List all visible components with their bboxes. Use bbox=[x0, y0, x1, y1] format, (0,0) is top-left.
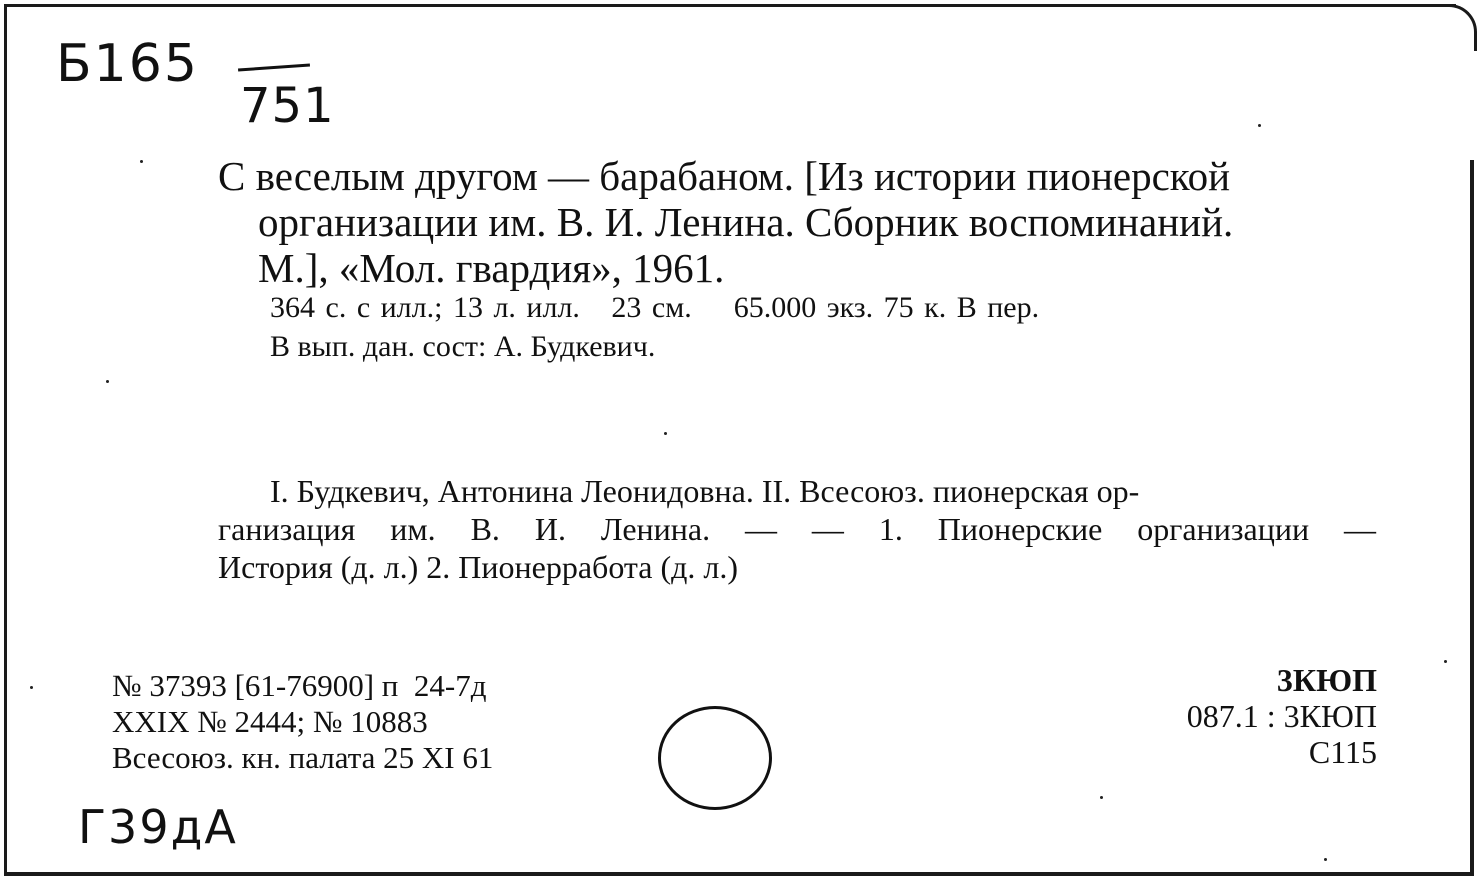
tracing-line-3: История (д. л.) 2. Пионерработа (д. л.) bbox=[218, 549, 739, 585]
physical-description: 364 с. с илл.; 13 л. илл. 23 см. 65.000 экз. 75 к. В пер. bbox=[270, 291, 1040, 324]
tracing-line-2 bbox=[218, 510, 1376, 548]
print-speck bbox=[1324, 858, 1327, 861]
tracing-word: — bbox=[745, 511, 778, 547]
registration-line-3: Всесоюз. кн. палата 25 XI 61 bbox=[112, 740, 494, 775]
tracing-word: 1. bbox=[878, 511, 903, 547]
print-speck bbox=[140, 160, 143, 163]
entry-title-line-2: организации им. В. И. Ленина. Сборник воспоминаний. bbox=[258, 199, 1234, 245]
card-punch-hole bbox=[658, 706, 772, 810]
tracing-word: Ленина. bbox=[600, 511, 711, 547]
print-speck bbox=[1100, 796, 1103, 799]
compiler-note: В вып. дан. сост: А. Будкевич. bbox=[270, 330, 656, 363]
tracings bbox=[218, 472, 1378, 586]
card-corner bbox=[1430, 4, 1477, 51]
tracing-line-1: I. Будкевич, Антонина Леонидовна. II. Всесоюз. пионерская ор- bbox=[270, 473, 1140, 509]
card-border-bottom bbox=[4, 872, 1474, 876]
print-speck bbox=[30, 686, 33, 689]
tracing-word: — bbox=[1343, 511, 1376, 547]
card-border-top bbox=[6, 4, 1456, 7]
handwritten-bottom-note: Г39дА bbox=[78, 800, 238, 854]
entry-title-line-1: С веселым другом — барабаном. [Из истории пионерской bbox=[218, 153, 1231, 199]
author-mark: С115 bbox=[1308, 734, 1377, 770]
registration-line-1: № 37393 [61-76900] п 24-7д bbox=[112, 668, 487, 703]
print-speck bbox=[1444, 660, 1447, 663]
tracing-word: организации bbox=[1137, 511, 1310, 547]
tracing-word: им. bbox=[390, 511, 436, 547]
tracing-word: — bbox=[811, 511, 844, 547]
tracing-word: ганизация bbox=[218, 511, 356, 547]
classification-primary: 3КЮП bbox=[1276, 662, 1377, 698]
tracing-word: И. bbox=[534, 511, 566, 547]
print-speck bbox=[1258, 124, 1261, 127]
classification-block bbox=[1187, 662, 1377, 770]
tracing-word: В. bbox=[470, 511, 500, 547]
tracing-word: Пионерские bbox=[937, 511, 1103, 547]
handwritten-call-number-bottom: 751 bbox=[240, 78, 335, 134]
print-speck bbox=[664, 432, 667, 435]
print-speck bbox=[106, 380, 109, 383]
card-border-left bbox=[4, 4, 7, 874]
classification-udc: 087.1 : 3КЮП bbox=[1186, 698, 1377, 734]
handwritten-fraction-bar bbox=[238, 63, 310, 71]
entry-title-line-3: М.], «Мол. гвардия», 1961. bbox=[258, 245, 725, 291]
card-border-right bbox=[1470, 160, 1474, 872]
handwritten-call-number-top: Б165 bbox=[56, 34, 199, 94]
registration-line-2: XXIX № 2444; № 10883 bbox=[112, 704, 428, 739]
registration-block bbox=[112, 668, 493, 776]
